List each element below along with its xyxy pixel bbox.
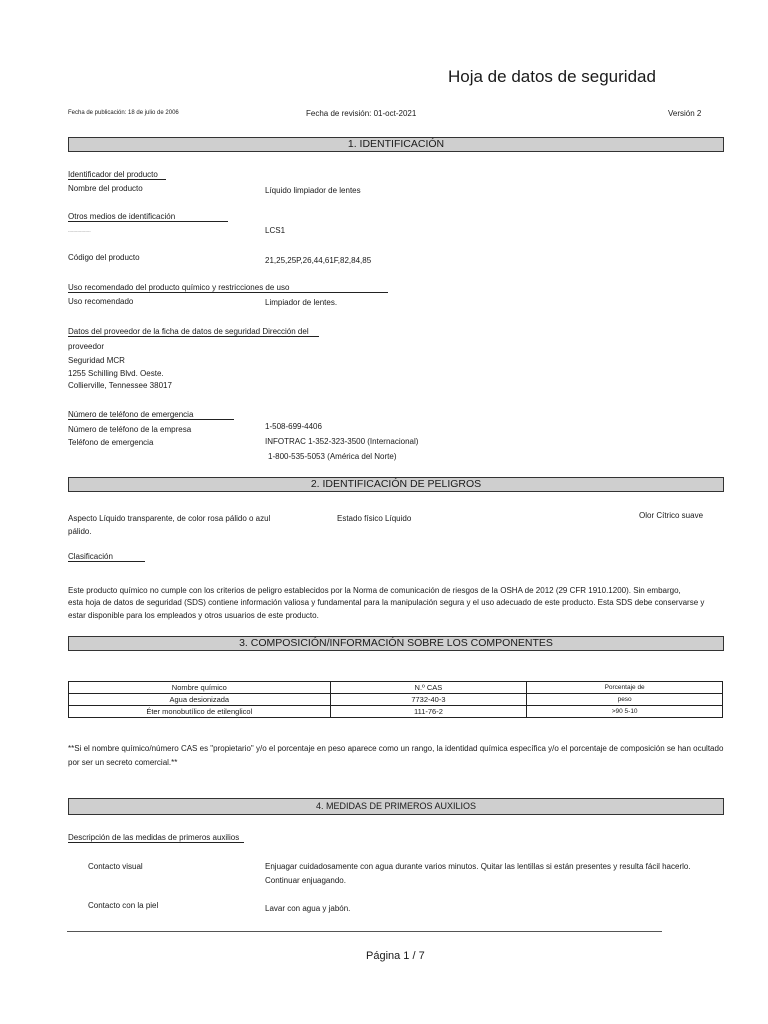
confidentiality-note-line-2: por ser un secreto comercial.** (68, 758, 178, 767)
page-number: Página 1 / 7 (366, 950, 425, 962)
eye-contact-value-line-1: Enjuagar cuidadosamente con agua durante varios minutos. Quitar las lentillas si están presentes y resulta fácil hacerlo. (265, 862, 691, 871)
table-header-cell: Porcentaje de (527, 682, 723, 694)
revision-date: Fecha de revisión: 01-oct-2021 (306, 109, 417, 118)
emergency-phone-value-1: INFOTRAC 1-352-323-3500 (Internacional) (265, 437, 419, 446)
section-3-heading: 3. COMPOSICIÓN/INFORMACIÓN SOBRE LOS COMPONENTES (68, 636, 724, 651)
table-header-cell: N.º CAS (330, 682, 527, 694)
emergency-heading: Número de teléfono de emergencia (68, 410, 234, 420)
table-cell: >90 5-10 (527, 706, 723, 718)
skin-contact-label: Contacto con la piel (88, 901, 159, 910)
physical-state: Estado físico Líquido (337, 514, 412, 523)
product-name-value: Líquido limpiador de lentes (265, 186, 361, 195)
eye-contact-label: Contacto visual (88, 862, 143, 871)
table-cell: Agua desionizada (69, 694, 331, 706)
table-cell: 111-76-2 (330, 706, 527, 718)
section-2-heading: 2. IDENTIFICACIÓN DE PELIGROS (68, 477, 724, 492)
composition-table (68, 681, 723, 718)
company-phone-label: Número de teléfono de la empresa (68, 425, 192, 434)
product-identifier-heading: Identificador del producto (68, 170, 166, 180)
supplier-line: Seguridad MCR (68, 356, 125, 365)
appearance-line-1: Aspecto Líquido transparente, de color rosa pálido o azul (68, 514, 271, 523)
recommended-use-label: Uso recomendado (68, 297, 134, 306)
recommended-use-heading: Uso recomendado del producto químico y restricciones de uso (68, 283, 388, 293)
supplier-heading: Datos del proveedor de la ficha de datos de seguridad Dirección del (68, 327, 319, 337)
table-cell: peso (527, 694, 723, 706)
supplier-line: 1255 Schilling Blvd. Oeste. (68, 369, 164, 378)
first-aid-description-heading: Descripción de las medidas de primeros auxilios (68, 833, 244, 843)
section-4-heading: 4. MEDIDAS DE PRIMEROS AUXILIOS (68, 798, 724, 815)
hazard-paragraph-line: estar disponible para los empleados y otros usuarios de este producto. (68, 611, 319, 620)
footer-rule (67, 931, 662, 932)
odor: Olor Cítrico suave (639, 511, 704, 520)
product-code-value: 21,25,25P,26,44,61F,82,84,85 (265, 256, 372, 265)
product-name-label: Nombre del producto (68, 184, 143, 193)
skin-contact-value: Lavar con agua y jabón. (265, 904, 351, 913)
version: Versión 2 (668, 109, 702, 118)
hazard-paragraph-line: esta hoja de datos de seguridad (SDS) contiene información valiosa y fundamental para la manipulación segura y el uso adecuado de este producto. Esta SDS debe conservarse y (68, 598, 705, 607)
confidentiality-note-line-1: **Si el nombre químico/número CAS es "propietario" y/o el porcentaje en peso aparece como un rango, la identidad química específica y/o el porcentaje de composición se han ocultado (68, 744, 724, 753)
emergency-phone-label: Teléfono de emergencia (68, 438, 154, 447)
table-cell: 7732-40-3 (330, 694, 527, 706)
classification-heading: Clasificación (68, 552, 145, 562)
other-means-sublabel: ----------------- (68, 228, 91, 233)
eye-contact-value-line-2: Continuar enjuagando. (265, 876, 346, 885)
recommended-use-value: Limpiador de lentes. (265, 298, 338, 307)
supplier-line: Collierville, Tennessee 38017 (68, 381, 172, 390)
table-cell: Éter monobutílico de etilenglicol (69, 706, 331, 718)
product-code-label: Código del producto (68, 253, 140, 262)
document-title: Hoja de datos de seguridad (448, 67, 656, 86)
supplier-line: proveedor (68, 342, 105, 351)
section-1-heading: 1. IDENTIFICACIÓN (68, 137, 724, 152)
appearance-line-2: pálido. (68, 527, 92, 536)
table-header-cell: Nombre químico (69, 682, 331, 694)
table-header-row (69, 682, 723, 694)
table-row (69, 706, 723, 718)
hazard-paragraph-line: Este producto químico no cumple con los criterios de peligro establecidos por la Norma de comunicación de riesgos de la OSHA de 2012 (29 CFR 1910.1200). Sin embargo, (68, 586, 681, 595)
other-means-heading: Otros medios de identificación (68, 212, 228, 222)
table-row (69, 694, 723, 706)
other-means-value: LCS1 (265, 226, 286, 235)
company-phone-value: 1-508-699-4406 (265, 422, 322, 431)
publication-date: Fecha de publicación: 18 de julio de 2006 (68, 110, 179, 116)
emergency-phone-value-2: 1-800-535-5053 (América del Norte) (268, 452, 397, 461)
